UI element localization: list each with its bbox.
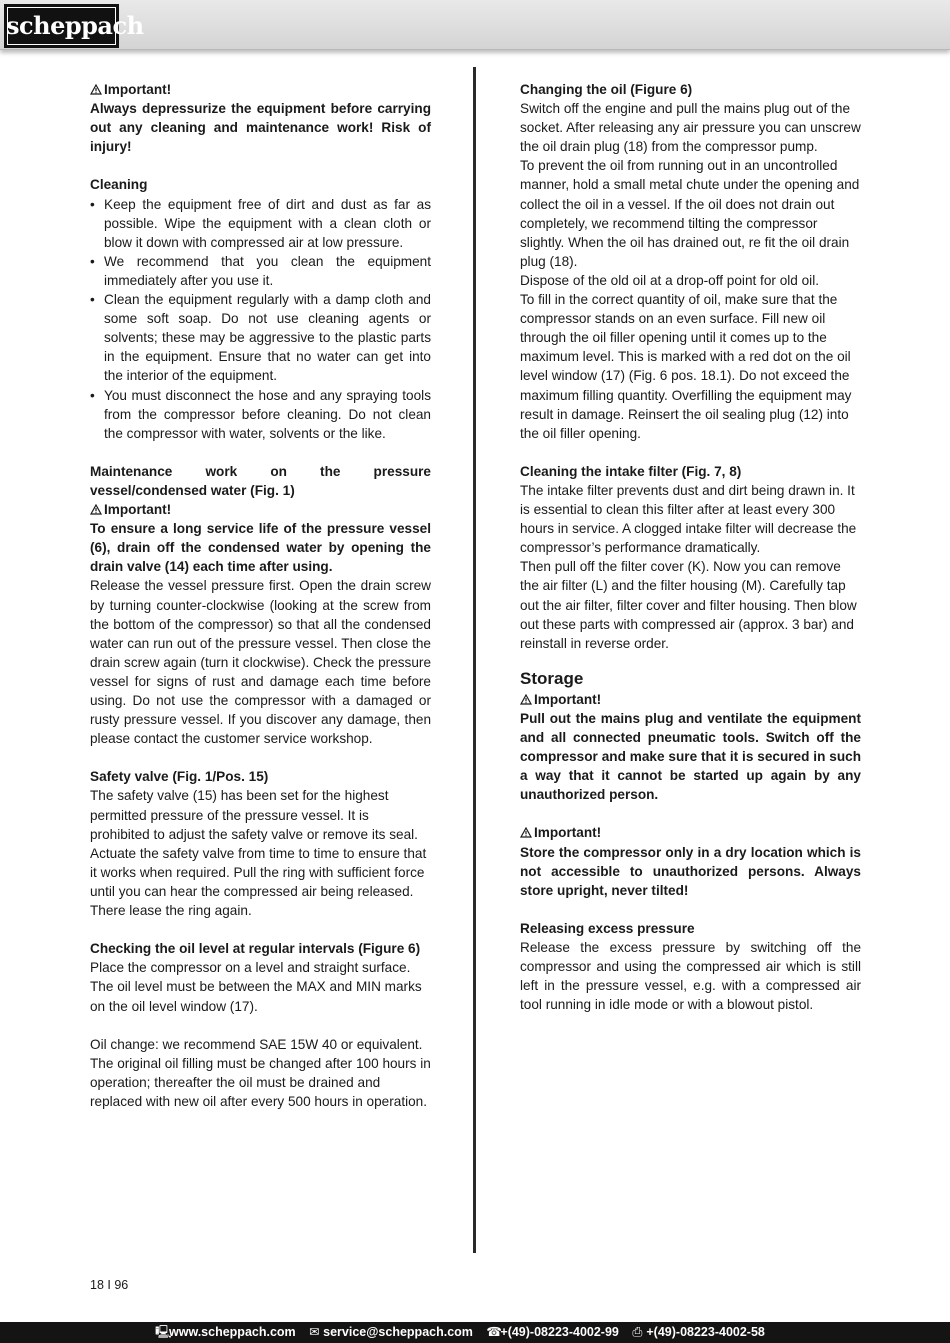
important-text: Store the compressor only in a dry location which is not accessible to unauthorized persons. Always store upright, never tilted! xyxy=(520,844,861,898)
mail-icon: ✉︎ xyxy=(309,1325,320,1339)
cleaning-list xyxy=(90,195,431,443)
footer-email[interactable] xyxy=(309,1322,473,1343)
header-band xyxy=(0,0,950,50)
list-item: • Clean the equipment regularly with a damp cloth and some soft soap. Do not use cleaning agents or solvents; these may be aggressive to the plastic parts in the equipment. Ensure that no water can get into the interior of the equipment. xyxy=(90,290,431,385)
changing-oil-text: To prevent the oil from running out in an uncontrolled manner, hold a small metal chute under the opening and collect the oil in a vessel. If the oil does not drain out completely, we recommend tilting the compressor slightly. When the oil has drained out, re fit the oil drain plug (18). xyxy=(520,158,860,269)
list-item: • We recommend that you clean the equipment immediately after you use it. xyxy=(90,252,431,290)
oil-check-text: Place the compressor on a level and straight surface. The oil level must be between the MAX and MIN marks on the oil level window (17). xyxy=(90,960,422,1014)
footer-phone xyxy=(486,1322,619,1343)
warning-triangle-icon xyxy=(520,690,534,709)
important-label: Important! xyxy=(104,82,172,97)
maintenance-text: Release the vessel pressure first. Open the drain screw by turning counter-clockwise (looking at the screw from the bottom of the compressor) so that all the condensed water can run out of the pressure vessel. Then close the drain screw again (turn it clockwise). Check the pressure vessel for signs of rust and damage each time before using. Do not use the compressor with a damaged or rusty pressure vessel. If you discover any damage, then please contact the customer service workshop. xyxy=(90,578,431,747)
safety-valve-heading: Safety valve (Fig. 1/Pos. 15) xyxy=(90,769,269,785)
scheppach-logo: scheppach xyxy=(4,4,119,48)
phone-icon: ☎︎ xyxy=(486,1325,502,1339)
column-divider xyxy=(473,67,476,1253)
releasing-pressure-text: Release the excess pressure by switching off the compressor and using the compressed air which is still left in the pressure vessel, e.g. with a compressed air tool running in idle mode or with a blowout pistol. xyxy=(520,940,861,1013)
footer-bar xyxy=(0,1322,950,1343)
changing-oil-text: Switch off the engine and pull the mains plug out of the socket. After releasing any air pressure you can unscrew the oil drain plug (18) from the compressor pump. xyxy=(520,101,861,155)
page-number: 18 I 96 xyxy=(90,1278,129,1292)
releasing-pressure-heading: Releasing excess pressure xyxy=(520,920,695,936)
important-notice xyxy=(520,690,861,709)
important-text: Pull out the mains plug and ventilate the equipment and all connected pneumatic tools. Switch off the compressor and make sure that it is secured in such a way that it cannot be started up again by any unauthorized person. xyxy=(520,710,861,803)
important-label: Important! xyxy=(534,825,602,841)
warning-triangle-icon xyxy=(90,80,104,99)
maintenance-heading: Maintenance work on the pressure vessel/condensed water (Fig. 1) xyxy=(90,463,431,498)
intake-filter-heading: Cleaning the intake filter (Fig. 7, 8) xyxy=(520,463,742,479)
safety-valve-text: The safety valve (15) has been set for the highest permitted pressure of the pressure vessel. It is prohibited to adjust the safety valve or remove its seal. Actuate the safety valve from time to time to ensure that it works when required. Pull the ring with sufficient force until you can hear the compressed air being released. xyxy=(90,788,427,899)
right-column xyxy=(520,80,861,1014)
phone-number: +(49)-08223-4002-99 xyxy=(500,1325,619,1339)
important-text: To ensure a long service life of the pressure vessel (6), drain off the condensed water by opening the drain valve (14) each time after using. xyxy=(90,521,431,575)
intake-filter-text: The intake filter prevents dust and dirt being drawn in. It is essential to clean this filter after at least every 300 hours in service. A clogged intake filter will decrease the compressor’s performance dramatically. xyxy=(520,482,857,556)
email-link[interactable]: service@scheppach.com xyxy=(323,1325,473,1339)
important-notice xyxy=(90,500,431,519)
warning-triangle-icon xyxy=(520,823,534,842)
intake-filter-text: Then pull off the filter cover (K). Now you can remove the air filter (L) and the filter housing (M). Carefully tap out the air filter, filter cover and filter housing. Then blow out these parts with compressed air (approx. 3 bar) and reinstall in reverse order. xyxy=(520,559,857,651)
fax-icon: ⎙ xyxy=(632,1325,643,1339)
storage-heading: Storage xyxy=(520,668,584,688)
important-label: Important! xyxy=(534,691,602,707)
list-item: • Keep the equipment free of dirt and dust as far as possible. Wipe the equipment with a clean cloth or blow it down with compressed air at low pressure. xyxy=(90,195,431,252)
oil-check-heading: Checking the oil level at regular intervals (Figure 6) xyxy=(90,941,421,957)
changing-oil-text: To fill in the correct quantity of oil, make sure that the compressor stands on an even surface. Fill new oil through the oil filler opening until it comes up to the maximum level. This is marked with a red dot on the oil level window (17) (Fig. 6 pos. 18.1). Do not exceed the maximum filling quantity. Overfilling the equipment may result in damage. Reinsert the oil sealing plug (12) into the oil filler opening. xyxy=(520,292,852,441)
warning-triangle-icon xyxy=(90,500,104,519)
important-notice xyxy=(90,80,431,99)
computer-icon: 🖳︎ xyxy=(155,1325,172,1339)
important-notice xyxy=(520,823,861,842)
footer-website[interactable] xyxy=(155,1322,296,1343)
important-text: Always depressurize the equipment before carrying out any cleaning and maintenance work! Risk of injury! xyxy=(90,101,431,155)
list-item: • You must disconnect the hose and any spraying tools from the compressor before cleaning. Do not clean the compressor with water, solvents or the like. xyxy=(90,386,431,443)
important-label: Important! xyxy=(104,502,172,518)
website-link[interactable]: www.scheppach.com xyxy=(169,1325,296,1339)
oil-change-text: Oil change: we recommend SAE 15W 40 or equivalent. The original oil filling must be changed after 100 hours in operation; thereafter the oil must be drained and replaced with new oil after every 500 hours in operation. xyxy=(90,1036,431,1109)
fax-number: +(49)-08223-4002-58 xyxy=(646,1325,765,1339)
cleaning-heading: Cleaning xyxy=(90,177,148,193)
safety-valve-text-2: There lease the ring again. xyxy=(90,903,252,919)
changing-oil-heading: Changing the oil (Figure 6) xyxy=(520,82,693,97)
footer-fax xyxy=(632,1322,765,1343)
changing-oil-text: Dispose of the old oil at a drop-off point for old oil. xyxy=(520,272,819,288)
left-column xyxy=(90,80,431,1111)
